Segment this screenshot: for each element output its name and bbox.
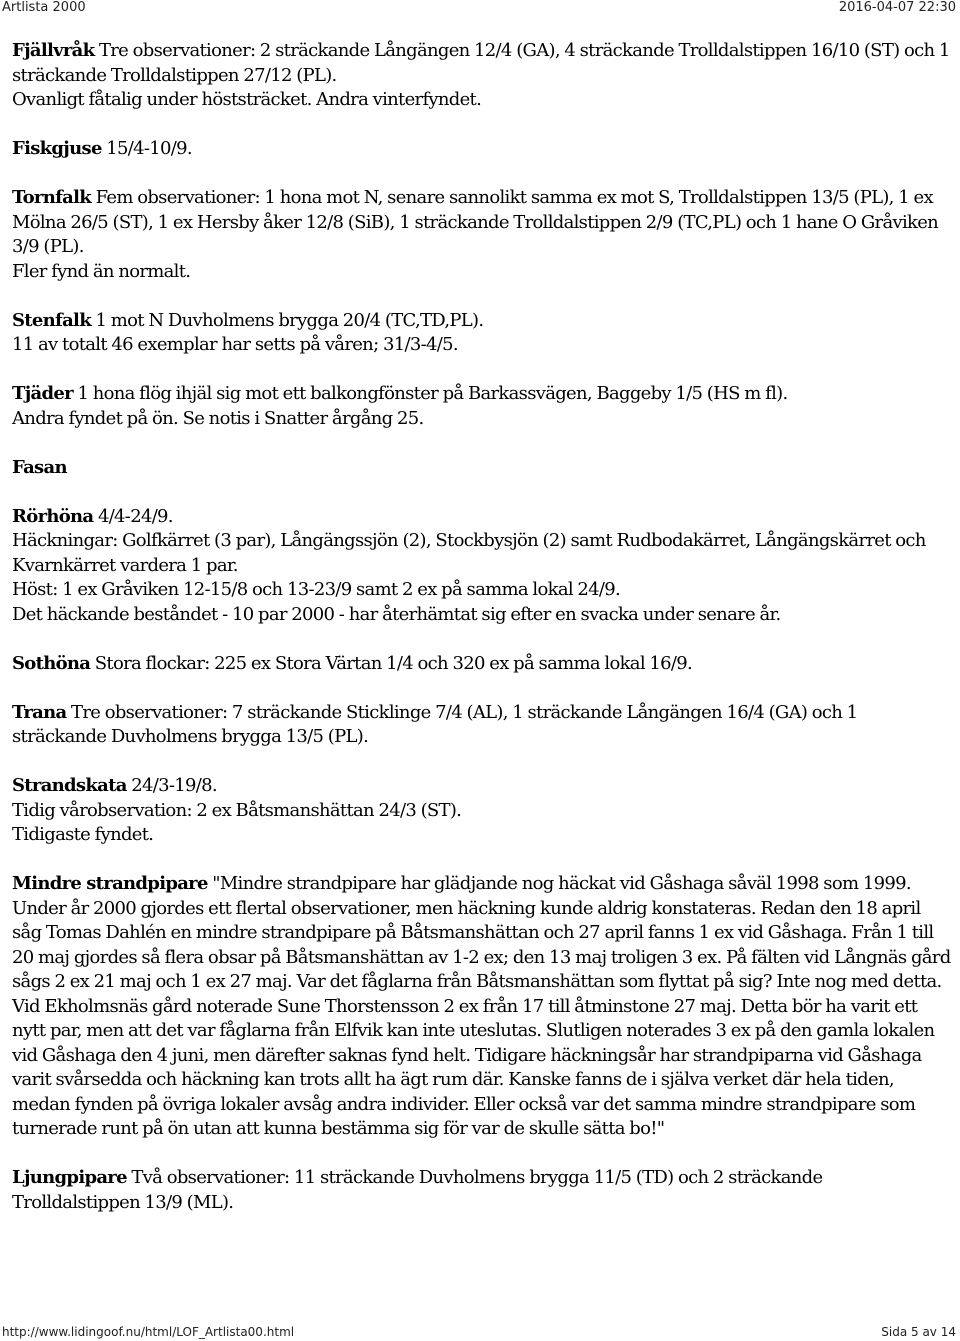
- entry-text: Andra fyndet på ön. Se notis i Snatter årgång 25.: [12, 407, 424, 429]
- species-name: Fasan: [12, 456, 67, 478]
- species-name: Fjällvråk: [12, 40, 95, 61]
- species-entry-fiskgjuse: [12, 137, 952, 162]
- entry-text: Tre observationer: 2 sträckande Långängen 12/4 (GA), 4 sträckande Trolldalstippen 16/10 (ST) och 1 sträckande Trolldalstippen 27/12 (PL).: [12, 40, 950, 86]
- entry-text: 4/4-24/9.: [97, 505, 173, 527]
- entry-text: Stora flockar: 225 ex Stora Värtan 1/4 och 320 ex på samma lokal 16/9.: [94, 652, 693, 674]
- entry-text: Höst: 1 ex Gråviken 12-15/8 och 13-23/9 samt 2 ex på samma lokal 24/9.: [12, 579, 621, 600]
- entry-text: Tidigaste fyndet.: [12, 824, 154, 845]
- entry-text: Tre observationer: 7 sträckande Sticklinge 7/4 (AL), 1 sträckande Långängen 16/4 (GA) och 1 sträckande Duvholmens brygga 13/5 (PL).: [12, 701, 858, 747]
- species-entry-stenfalk: [12, 309, 952, 358]
- page-url: http://www.lidingoof.nu/html/LOF_Artlista00.html: [2, 1325, 295, 1339]
- entry-text: Häckningar: Golfkärret (3 par), Långängssjön (2), Stockbysjön (2) samt Rudbodakärret, Långängskärret och Kvarnkärret vardera 1 par.: [12, 530, 926, 576]
- species-name: Fiskgjuse: [12, 138, 102, 159]
- species-entry-fasan: [12, 456, 952, 481]
- entry-text: 1 hona flög ihjäl sig mot ett balkongfönster på Barkassvägen, Baggeby 1/5 (HS m fl).: [77, 383, 788, 404]
- species-name: Stenfalk: [12, 309, 91, 331]
- entry-text: 1 mot N Duvholmens brygga 20/4 (TC,TD,PL).: [95, 309, 484, 331]
- species-name: Mindre strandpipare: [12, 873, 208, 894]
- entry-text: Tidig vårobservation: 2 ex Båtsmanshättan 24/3 (ST).: [12, 799, 462, 821]
- entry-text: Det häckande beståndet - 10 par 2000 - har återhämtat sig efter en svacka under senare år.: [12, 603, 781, 625]
- page-number: Sida 5 av 14: [881, 1325, 956, 1339]
- species-entry-tornfalk: [12, 186, 952, 284]
- species-name: Strandskata: [12, 775, 127, 796]
- entry-text: 15/4-10/9.: [106, 138, 192, 159]
- species-entry-mindre-strandpipare: [12, 872, 952, 1142]
- entry-text: 24/3-19/8.: [131, 775, 217, 796]
- print-timestamp: 2016-04-07 22:30: [838, 0, 956, 15]
- species-entry-rorhona: [12, 505, 952, 628]
- document-title: Artlista 2000: [2, 0, 86, 15]
- species-name: Sothöna: [12, 652, 91, 674]
- page-footer: [0, 1325, 960, 1341]
- species-list: [12, 39, 952, 1240]
- page-header: [0, 0, 960, 18]
- species-entry-fjallvrak: [12, 39, 952, 113]
- entry-text: Ovanligt fåtalig under höststräcket. Andra vinterfyndet.: [12, 89, 482, 110]
- species-name: Tjäder: [12, 383, 73, 404]
- species-name: Rörhöna: [12, 505, 94, 527]
- species-name: Ljungpipare: [12, 1167, 127, 1188]
- species-entry-ljungpipare: [12, 1166, 952, 1215]
- species-entry-strandskata: [12, 774, 952, 848]
- species-entry-trana: [12, 701, 952, 750]
- entry-text: Fem observationer: 1 hona mot N, senare sannolikt samma ex mot S, Trolldalstippen 13/5 (PL), 1 ex Mölna 26/5 (ST), 1 ex Hersby åker 12/8 (SiB), 1 sträckande Trolldalstippen 2/9 (TC,PL) och 1 hane O Gråviken 3/9 (PL).: [12, 187, 939, 257]
- species-name: Trana: [12, 701, 67, 723]
- species-name: Tornfalk: [12, 187, 92, 208]
- entry-text: 11 av totalt 46 exemplar har setts på våren; 31/3-4/5.: [12, 334, 458, 355]
- entry-text: "Mindre strandpipare har glädjande nog häckat vid Gåshaga såväl 1998 som 1999. Under år 2000 gjordes ett flertal observationer, men häckning kunde aldrig konstateras. Redan den 18 april såg Tomas Dahlén en mindre strandpipare på Båtsmanshättan och 27 april fanns 1 ex vid Gåshaga. Från 1 till 20 maj gjordes så flera obsar på Båtsmanshättan av 1-2 ex; den 13 maj troligen 3 ex. På fälten vid Långnäs gård sågs 2 ex 21 maj och 1 ex 27 maj. Var det fåglarna från Båtsmanshättan som flyttat på sig? Inte nog med detta. Vid Ekholmsnäs gård noterade Sune Thorstensson 2 ex från 17 till åtminstone 27 maj. Detta bör ha varit ett nytt par, men att det var fåglarna från Elfvik kan inte uteslutas. Slutligen noterades 3 ex på den gamla lokalen vid Gåshaga den 4 juni, men därefter saknas fynd helt. Tidigare häckningsår har strandpiparna vid Gåshaga varit svårsedda och häckning kan trots allt ha ägt rum där. Kanske fanns de i själva verket där hela tiden, medan fynden på övriga lokaler avsåg andra individer. Eller också var det samma mindre strandpipare som turnerade runt på ön utan att kunna bestämma sig för var de skulle sätta bo!": [12, 873, 951, 1139]
- entry-text: Fler fynd än normalt.: [12, 260, 191, 282]
- entry-text: Två observationer: 11 sträckande Duvholmens brygga 11/5 (TD) och 2 sträckande Trolldalstippen 13/9 (ML).: [12, 1167, 823, 1213]
- species-entry-tjader: [12, 382, 952, 431]
- species-entry-sothona: [12, 652, 952, 677]
